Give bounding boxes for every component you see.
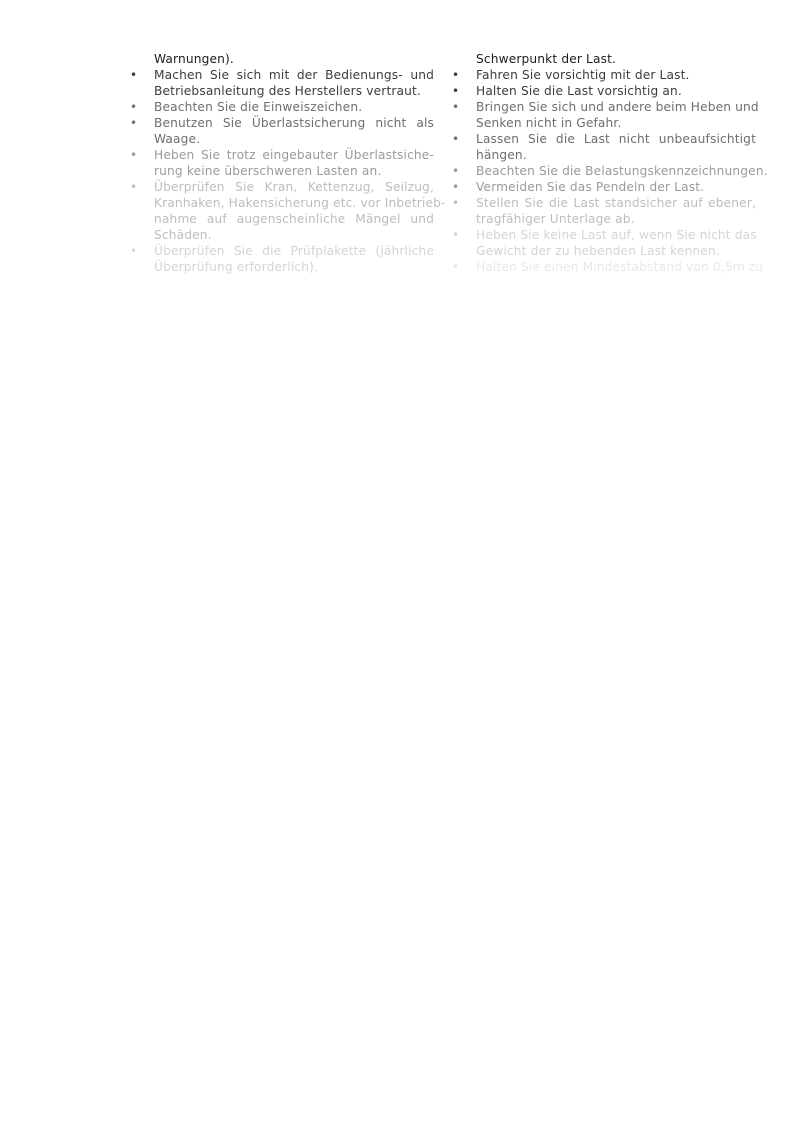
left-continuation-line: Warnungen).	[154, 52, 234, 66]
list-item	[452, 259, 764, 275]
list-item-line: Überprüfen Sie Kran, Kettenzug, Seilzug,	[154, 180, 434, 194]
bullet-icon: •	[452, 196, 460, 210]
bullet-icon: •	[452, 164, 460, 178]
list-item-line: rung keine überschweren Lasten an.	[154, 164, 382, 178]
list-item-line: Betriebsanleitung des Herstellers vertraut.	[154, 84, 421, 98]
list-item-line: Stellen Sie die Last standsicher auf ebener,	[476, 196, 756, 210]
list-item	[452, 163, 768, 179]
list-item-line: Lassen Sie die Last nicht unbeaufsichtigt	[476, 132, 756, 146]
list-item-line: Heben Sie trotz eingebauter Überlastsiche-	[154, 148, 434, 162]
bullet-icon: •	[452, 228, 460, 242]
list-item-line: Gewicht der zu hebenden Last kennen.	[476, 244, 720, 258]
list-item	[452, 99, 759, 131]
bullet-icon: •	[130, 100, 138, 114]
bullet-icon: •	[452, 180, 460, 194]
list-item-line: Kranhaken, Hakensicherung etc. vor Inbetrieb-	[154, 196, 446, 210]
list-item	[452, 83, 756, 99]
list-item-line: Vermeiden Sie das Pendeln der Last.	[476, 180, 705, 194]
bullet-icon: •	[452, 132, 460, 146]
list-item	[452, 131, 756, 163]
list-item	[452, 195, 756, 227]
bullet-icon: •	[452, 68, 460, 82]
list-item-line: hängen.	[476, 148, 527, 162]
list-item-line: Schäden.	[154, 228, 212, 242]
list-item	[130, 147, 434, 179]
bullet-icon: •	[130, 180, 138, 194]
list-item	[130, 115, 434, 147]
list-item	[130, 67, 434, 99]
list-item-line: nahme auf augenscheinliche Mängel und	[154, 212, 434, 226]
list-item-line: Machen Sie sich mit der Bedienungs- und	[154, 68, 434, 82]
list-item-line: Waage.	[154, 132, 201, 146]
list-item	[452, 227, 757, 259]
bullet-icon: •	[130, 68, 138, 82]
list-item	[130, 99, 434, 115]
left-column	[130, 51, 446, 275]
list-item-line: Halten Sie einen Mindestabstand von 0,5m zu	[476, 260, 764, 274]
list-item	[130, 243, 434, 275]
list-item	[130, 179, 446, 243]
list-item-line: Heben Sie keine Last auf, wenn Sie nicht das	[476, 228, 757, 242]
list-item-line: Fahren Sie vorsichtig mit der Last.	[476, 68, 690, 82]
list-item-line: Beachten Sie die Einweiszeichen.	[154, 100, 363, 114]
list-item-line: Benutzen Sie Überlastsicherung nicht als	[154, 116, 434, 130]
right-column	[452, 51, 768, 275]
list-item-line: tragfähiger Unterlage ab.	[476, 212, 635, 226]
list-item	[452, 67, 756, 83]
bullet-icon: •	[452, 260, 460, 274]
list-item-line: Senken nicht in Gefahr.	[476, 116, 622, 130]
list-item	[452, 179, 756, 195]
bullet-icon: •	[130, 148, 138, 162]
list-item-line: Überprüfung erforderlich).	[154, 260, 319, 274]
right-continuation-line: Schwerpunkt der Last.	[476, 52, 617, 66]
bullet-icon: •	[452, 100, 460, 114]
bullet-icon: •	[130, 244, 138, 258]
list-item-line: Bringen Sie sich und andere beim Heben und	[476, 100, 759, 114]
list-item-line: Beachten Sie die Belastungskennzeichnungen.	[476, 164, 768, 178]
list-item-line: Überprüfen Sie die Prüfplakette (jährliche	[154, 244, 434, 258]
bullet-icon: •	[452, 84, 460, 98]
list-item-line: Halten Sie die Last vorsichtig an.	[476, 84, 682, 98]
bullet-icon: •	[130, 116, 138, 130]
